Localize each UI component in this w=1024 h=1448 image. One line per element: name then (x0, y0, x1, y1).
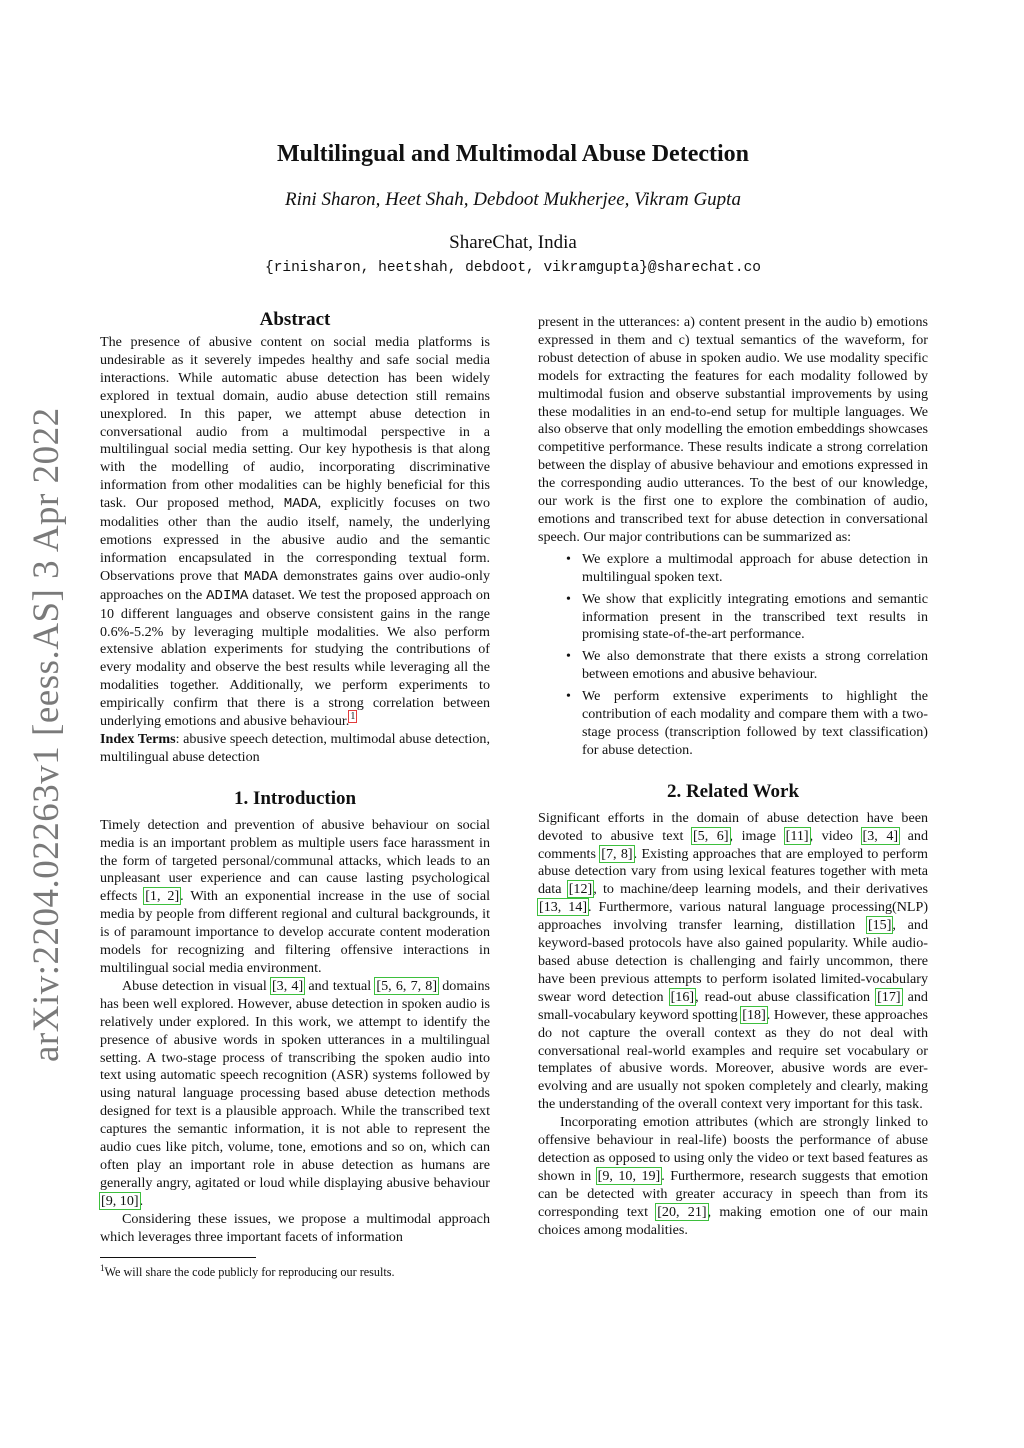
related-text: , read-out abuse classification (695, 988, 871, 1005)
related-text: , making emotion one of our main choices among modalities. (538, 1203, 928, 1238)
author-list: Rini Sharon, Heet Shah, Debdoot Mukherjee, Vikram Gupta (285, 189, 741, 210)
citation-link[interactable]: [18] (742, 1006, 766, 1023)
arxiv-identifier-stamp: arXiv:2204.02263v1 [eess.AS] 3 Apr 2022 (26, 407, 67, 1062)
citation-link[interactable]: [5, 6, 7, 8] (376, 977, 438, 994)
related-text: . Furthermore, research suggests that emotion can be detected with greater accuracy in speech than from its corresponding text (538, 1167, 928, 1220)
footnote-link[interactable]: 1 (350, 711, 356, 723)
related-text: , image (729, 827, 777, 844)
right-column (538, 314, 928, 1240)
intro-text: . (139, 1192, 144, 1209)
bullet-icon: • (566, 688, 571, 705)
related-work-heading: 2. Related Work (666, 780, 800, 802)
related-text: and comments (538, 827, 929, 862)
citation-link[interactable]: [9, 10, 19] (597, 1167, 661, 1184)
list-item (538, 551, 928, 587)
citation-link[interactable]: [3, 4] (271, 977, 304, 994)
related-paragraph-2 (538, 1114, 928, 1239)
intro-continued-paragraph: present in the utterances: a) content present in the audio b) emotions expressed in them and c) textual semantics of the waveform, for robust detection of abuse in spoken audio. We use modality specific models for extracting the features for each modality followed by multimodal fusion and observe substantial improvements by using these modalities in an end-to-end setup for multiple languages. We also observe that only modelling the emotion embeddings showcases competitive performance. These results indicate a strong correlation between the display of abusive behaviour and emotions expressed in the corresponding audio utterances. To the best of our knowledge, our work is the first one to explore the combination of audio, emotions and transcribed text for abuse detection in conversational speech. Our major contributions can be summarized as: (538, 314, 928, 545)
method-name: MADA (244, 568, 278, 585)
dataset-name: ADIMA (206, 587, 249, 604)
contributions-list (538, 551, 928, 760)
contribution-text: We show that explicitly integrating emotions and semantic information present in the transcribed text results in promising state-of-the-art performance. (582, 590, 928, 643)
intro-paragraph-3: Considering these issues, we propose a multimodal approach which leverages three important facets of information (100, 1210, 490, 1245)
citation-link[interactable]: [13, 14] (539, 899, 588, 916)
citation-link[interactable]: [20, 21] (657, 1203, 707, 1220)
affiliation: ShareChat, India (449, 232, 577, 253)
abstract-heading: Abstract (259, 309, 331, 330)
abstract-part-1: The presence of abusive content on social media platforms is undesirable as it severely impedes healthy and safe social media interactions. While automatic abuse detection has been widely explored in textual domain, audio abuse detection still remains unexplored. In this paper, we attempt abuse detection in conversational audio from a multimodal perspective in a multilingual social media setting. Our key hypothesis is that along with the modelling of audio, incorporating discriminative information from other modalities can be highly beneficial for this task. Our proposed method, (100, 334, 490, 512)
citation-link[interactable]: [15] (867, 917, 892, 934)
list-item (538, 591, 928, 645)
citation-link[interactable]: [1, 2] (145, 888, 180, 905)
bullet-icon: • (566, 648, 571, 665)
citation-link[interactable]: [7, 8] (601, 845, 633, 862)
intro-paragraph-1 (100, 817, 490, 978)
citation-link[interactable]: [11] (785, 827, 809, 844)
citation-link[interactable]: [16] (670, 988, 695, 1005)
related-text: and small-vocabulary keyword spotting (538, 988, 928, 1023)
contribution-text: We also demonstrate that there exists a strong correlation between emotions and abusive behaviour. (582, 648, 928, 683)
method-name: MADA (283, 496, 318, 513)
intro-text: . With an exponential increase in the use of social media by people from different regional and cultural backgrounds, it is of paramount importance to develop accurate content moderation models for recognizing and filtering offensive interactions in multilingual social media environment. (100, 888, 491, 976)
abstract-text (100, 334, 490, 731)
related-text: Significant efforts in the domain of abuse detection have been devoted to abusive text (538, 809, 928, 844)
related-text: . However, these approaches do not capture the overall context as they do not deal with conversational real-world examples and require set vocabulary or templates of abusive words. Moreover, abusive words are ever-evolving and are usually not spoken completely and clearly, making the understanding of the overall context very important for this task. (538, 1006, 928, 1113)
contribution-text: We perform extensive experiments to highlight the contribution of each modality and compare them with a two-stage process (transcription followed by text classification) for abuse detection. (582, 688, 928, 758)
list-item (538, 688, 928, 760)
related-text: Incorporating emotion attributes (which are strongly linked to offensive behaviour in real-life) boosts the performance of abuse detection as opposed to using only the video or text based features as shown in (538, 1114, 928, 1184)
left-column (100, 308, 490, 1247)
related-text: , and keyword-based protocols have also gained popularity. While audio-based abuse detection is challenging and fairly uncommon, there have been previous attempts to perform isolated limited-vocabulary swear word detection (538, 917, 928, 1005)
intro-text: and textual (308, 977, 372, 994)
citation-link[interactable]: [5, 6] (692, 827, 729, 844)
footnote-mark: 1 (100, 1263, 105, 1273)
author-emails: {rinisharon, heetshah, debdoot, vikramgupta}@sharechat.co (265, 260, 761, 276)
intro-text: Abuse detection in visual (122, 977, 267, 994)
bullet-icon: • (566, 590, 571, 607)
paper-title: Multilingual and Multimodal Abuse Detection (276, 141, 750, 167)
related-text: . Furthermore, various natural language processing(NLP) approaches involving transfer learning, distillation (538, 899, 929, 934)
intro-text: domains has been well explored. However, abuse detection in spoken audio is relatively under explored. In this work, we attempt to identify the presence of abusive words in spoken utterances in a multilingual setting. A two-stage process of transcribing the spoken audio into text using automatic speech recognition (ASR) systems followed by using natural language processing based abuse detection methods designed for text is a plausible approach. While the transcribed text captures the semantic information, it is not able to represent the audio cues like pitch, volume, tone, emotions and so on, which can often play an important role in abuse detection as humans are generally angry, agitated or loud while displaying abusive behaviour (100, 977, 490, 1191)
citation-link[interactable]: [3, 4] (862, 827, 899, 844)
related-paragraph-1 (538, 810, 928, 1114)
index-terms (100, 731, 490, 767)
intro-paragraph-2 (100, 978, 490, 1211)
abstract-part-3: demonstrates gains over audio-only approaches on the (100, 567, 490, 603)
citation-link[interactable]: [17] (877, 988, 901, 1005)
footnote (100, 1260, 490, 1280)
abstract-part-4: dataset. We test the proposed approach on 10 different languages and observe consistent gains in the range 0.6%-5.2% by leveraging multiple modalities. We also perform extensive ablation experiments for studying the contributions of every modality and observe the best results while leveraging all the modalities together. Additionally, we perform experiments to empirically confirm that there is a strong correlation between underlying emotions and abusive behaviour. (100, 586, 490, 730)
contribution-text: We explore a multimodal approach for abuse detection in multilingual spoken text. (582, 550, 928, 585)
citation-link[interactable]: [12] (568, 881, 593, 898)
citation-link[interactable]: [9, 10] (101, 1192, 139, 1209)
index-terms-text: : abusive speech detection, multimodal abuse detection, multilingual abuse detection (100, 730, 490, 765)
introduction-heading: 1. Introduction (233, 787, 357, 809)
footnote-text: We will share the code publicly for reproducing our results. (104, 1265, 395, 1280)
list-item (538, 648, 928, 684)
intro-text: Timely detection and prevention of abusive behaviour on social media is an important problem as multiple users face harassment in the form of targeted personal/communal attacks, which leads to an unpleasant user experience and can cause lasting psychological effects (100, 816, 490, 905)
abstract-part-2: , explicitly focuses on two modalities other than the audio itself, namely, the underlying emotions expressed in the abusive audio and the semantic information encapsulated in the corresponding textual form. Observations prove that (100, 495, 490, 584)
bullet-icon: • (566, 550, 571, 567)
related-text: . Existing approaches that are employed to perform abuse detection vary from using lexical features together with meta data (538, 845, 928, 898)
footnote-divider (100, 1257, 256, 1258)
related-text: , to machine/deep learning models, and their derivatives (593, 881, 928, 898)
index-terms-label: Index Terms (100, 730, 176, 747)
related-text: , video (809, 827, 853, 844)
